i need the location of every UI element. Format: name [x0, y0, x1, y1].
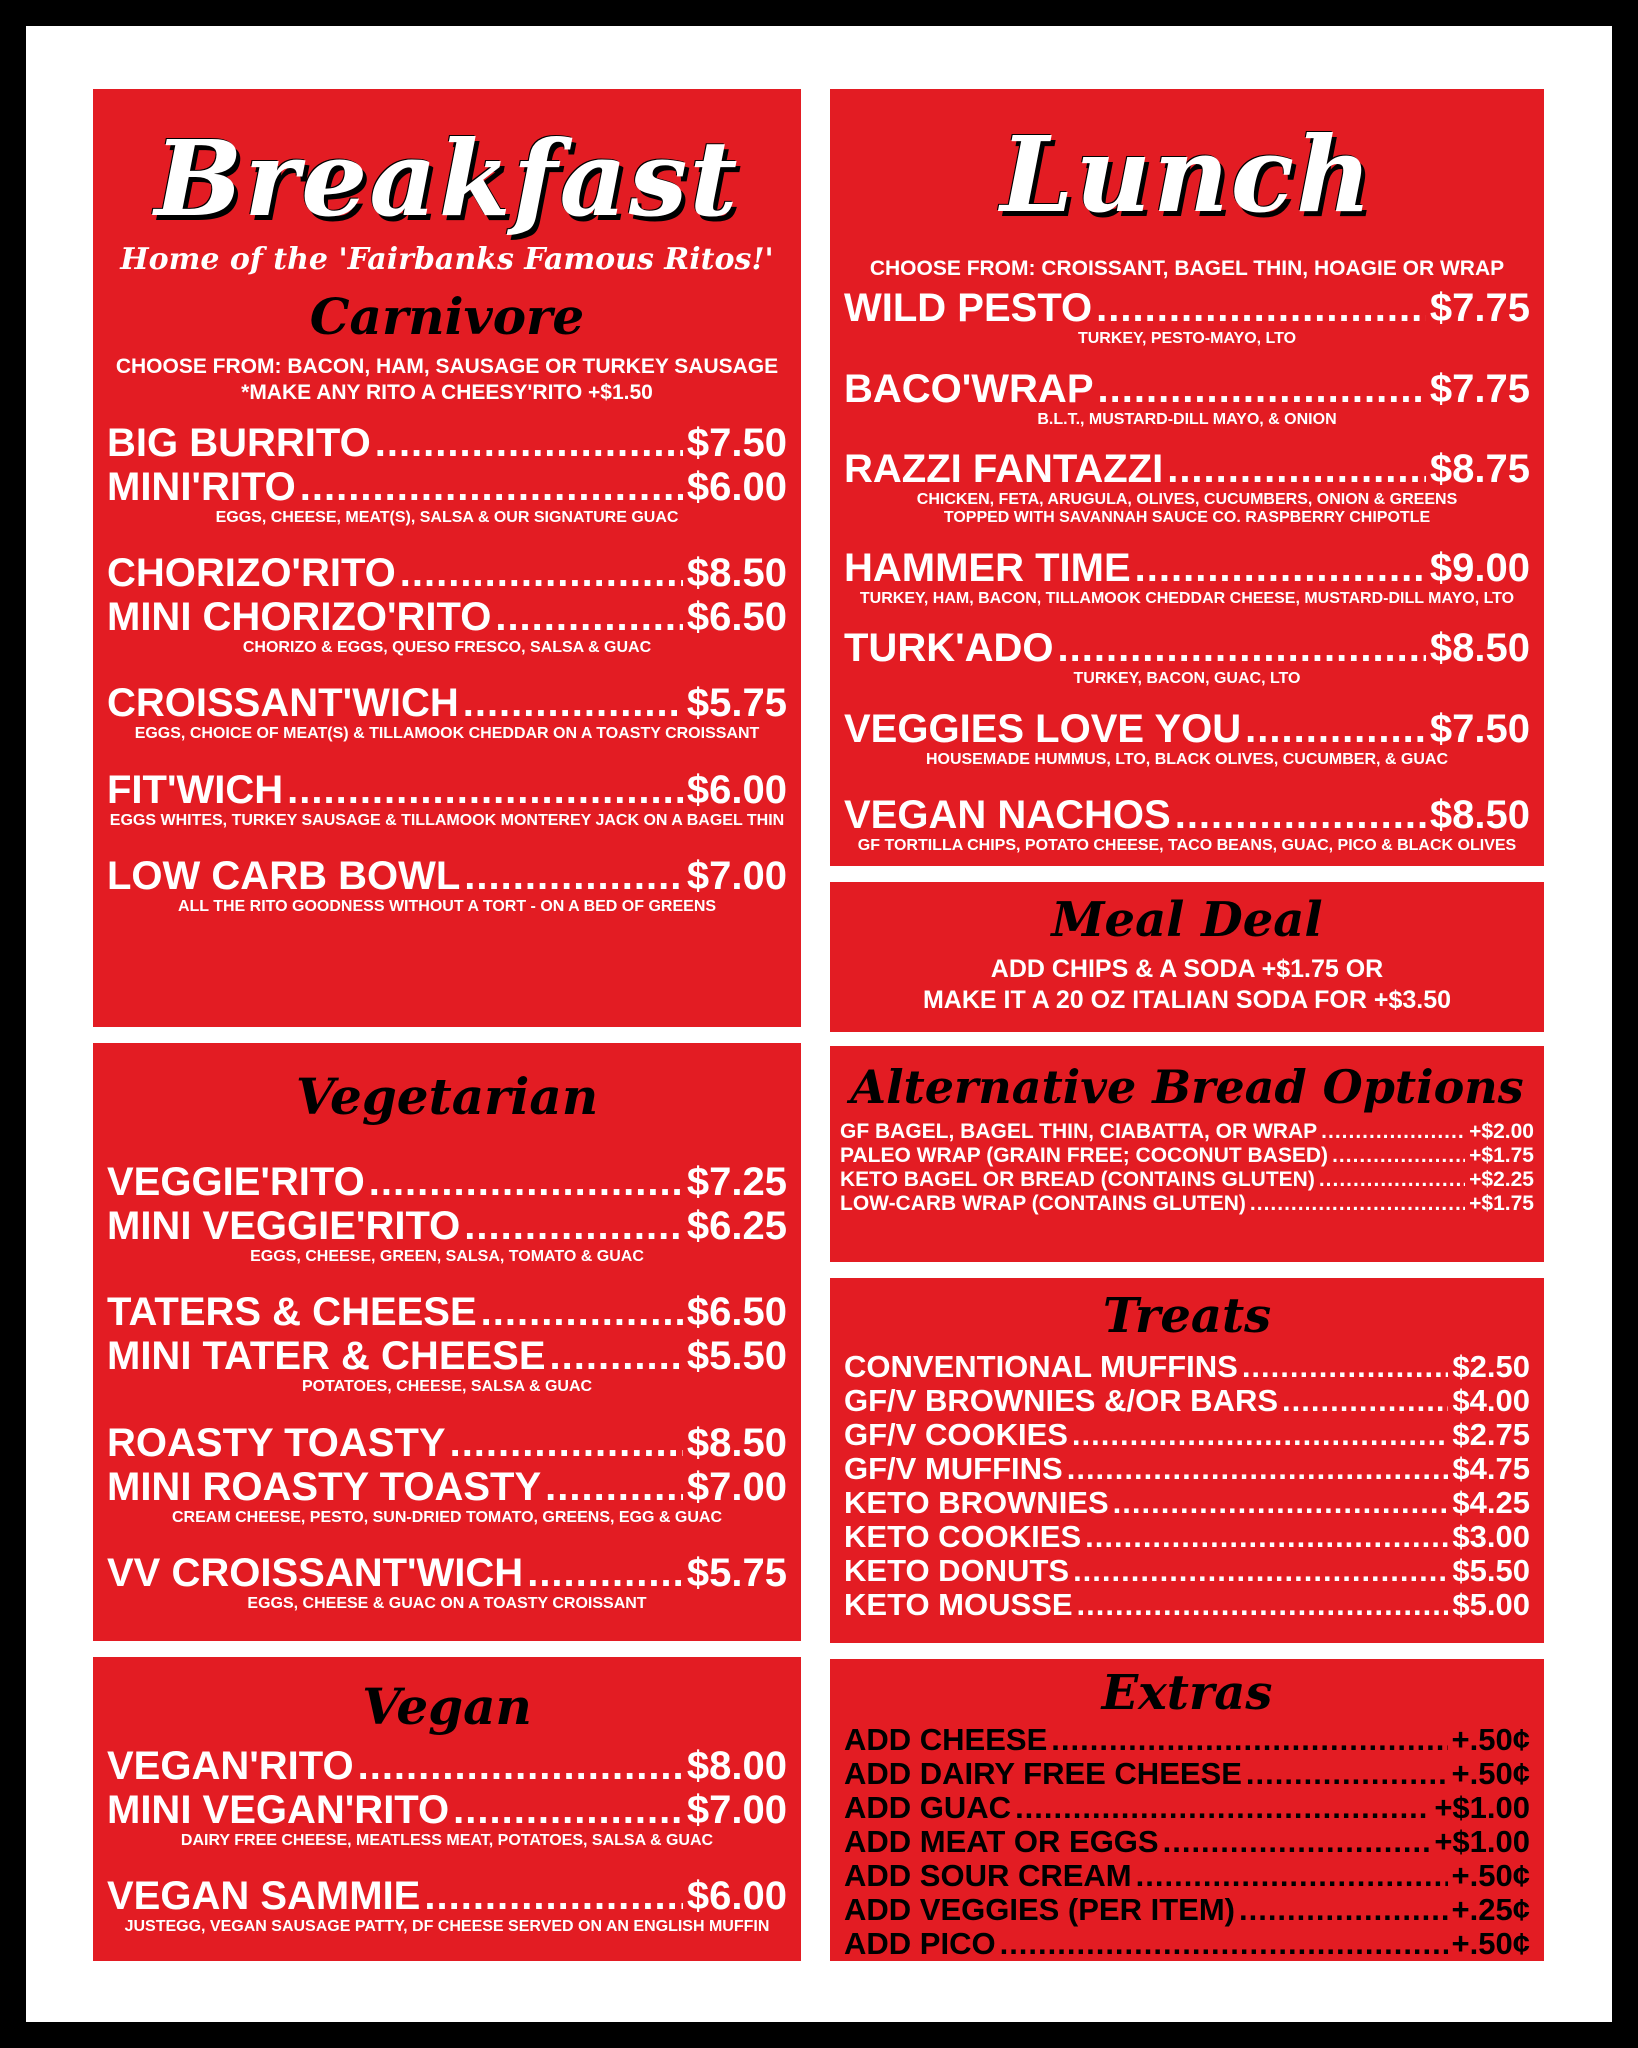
- item-description: EGGS, CHOICE OF MEAT(S) & TILLAMOOK CHEDDAR ON A TOASTY CROISSANT: [134, 725, 760, 743]
- menu-board: [26, 26, 1612, 2022]
- extra-item: ADD CHEESE ..... +.50¢: [844, 1723, 1530, 1757]
- vegetarian-panel: [93, 1043, 801, 1641]
- breakfast-tagline: Home of the 'Fairbanks Famous Ritos!': [120, 242, 774, 277]
- carnivore-note: *MAKE ANY RITO A CHEESY'RITO +$1.50: [241, 381, 653, 405]
- vegan-panel: [93, 1657, 801, 1961]
- alt-bread-heading: Alternative Bread Options: [850, 1060, 1524, 1114]
- item-description: TURKEY, HAM, BACON, TILLAMOOK CHEDDAR CHEESE, MUSTARD-DILL MAYO, LTO: [859, 589, 1515, 607]
- menu-item: FIT'WICH ..... $6.00: [107, 768, 787, 812]
- bread-option: LOW-CARB WRAP (CONTAINS GLUTEN) ..... +$1.75: [840, 1192, 1534, 1216]
- extra-item: ADD DAIRY FREE CHEESE ..... +.50¢: [844, 1757, 1530, 1791]
- item-description: POTATOES, CHEESE, SALSA & GUAC: [301, 1378, 593, 1396]
- menu-item: ROASTY TOASTY ..... $8.50: [107, 1421, 787, 1465]
- menu-item: VEGAN NACHOS ..... $8.50: [844, 793, 1530, 837]
- treat-item: KETO DONUTS ..... $5.50: [844, 1554, 1530, 1588]
- bread-option: PALEO WRAP (GRAIN FREE; COCONUT BASED) ..... +$1.75: [840, 1144, 1534, 1168]
- meal-deal-panel: [830, 882, 1544, 1032]
- menu-item: VEGAN'RITO ..... $8.00: [107, 1744, 787, 1788]
- extra-item: ADD PICO ..... +.50¢: [844, 1927, 1530, 1961]
- item-description: EGGS WHITES, TURKEY SAUSAGE & TILLAMOOK MONTEREY JACK ON A BAGEL THIN: [109, 811, 785, 829]
- alt-bread-panel: [830, 1046, 1544, 1262]
- menu-item: LOW CARB BOWL ..... $7.00: [107, 854, 787, 898]
- bread-option: GF BAGEL, BAGEL THIN, CIABATTA, OR WRAP ..... +$2.00: [840, 1120, 1534, 1144]
- extra-item: ADD GUAC ..... +$1.00: [844, 1791, 1530, 1825]
- item-description: EGGS, CHEESE, GREEN, SALSA, TOMATO & GUAC: [250, 1248, 644, 1265]
- meal-deal-line: MAKE IT A 20 OZ ITALIAN SODA FOR +$3.50: [922, 986, 1452, 1015]
- extra-item: ADD MEAT OR EGGS ..... +$1.00: [844, 1825, 1530, 1859]
- menu-item: TATERS & CHEESE ..... $6.50: [107, 1290, 787, 1334]
- lunch-panel: [830, 89, 1544, 866]
- bread-option: KETO BAGEL OR BREAD (CONTAINS GLUTEN) ..... +$2.25: [840, 1168, 1534, 1192]
- menu-item: TURK'ADO ..... $8.50: [844, 626, 1530, 670]
- menu-item: VEGGIE'RITO ..... $7.25: [107, 1160, 787, 1204]
- item-description: CREAM CHEESE, PESTO, SUN-DRIED TOMATO, GREENS, EGG & GUAC: [172, 1508, 722, 1526]
- item-description: TURKEY, BACON, GUAC, LTO: [1073, 670, 1301, 688]
- item-description: CHICKEN, FETA, ARUGULA, OLIVES, CUCUMBERS, ONION & GREENS: [916, 491, 1458, 509]
- lunch-note: CHOOSE FROM: CROISSANT, BAGEL THIN, HOAGIE OR WRAP: [869, 257, 1505, 280]
- menu-item: MINI VEGGIE'RITO ..... $6.25: [107, 1204, 787, 1248]
- item-description: EGGS, CHEESE & GUAC ON A TOASTY CROISSANT: [247, 1595, 647, 1613]
- treats-panel: [830, 1278, 1544, 1643]
- treats-heading: Treats: [1102, 1288, 1272, 1344]
- treat-item: KETO MOUSSE ..... $5.00: [844, 1588, 1530, 1622]
- item-description: B.L.T., MUSTARD-DILL MAYO, & ONION: [1037, 410, 1337, 428]
- menu-item: CHORIZO'RITO ..... $8.50: [107, 551, 787, 595]
- extras-panel: [830, 1659, 1544, 1961]
- item-description: ALL THE RITO GOODNESS WITHOUT A TORT - ON A BED OF GREENS: [177, 898, 717, 916]
- treat-item: GF/V BROWNIES &/OR BARS ..... $4.00: [844, 1384, 1530, 1418]
- extra-item: ADD VEGGIES (PER ITEM) ..... +.25¢: [844, 1893, 1530, 1927]
- item-description: CHORIZO & EGGS, QUESO FRESCO, SALSA & GUAC: [242, 638, 652, 656]
- item-description: TOPPED WITH SAVANNAH SAUCE CO. RASPBERRY CHIPOTLE: [943, 509, 1431, 527]
- menu-item: CROISSANT'WICH ..... $5.75: [107, 681, 787, 725]
- extra-item: ADD SOUR CREAM ..... +.50¢: [844, 1859, 1530, 1893]
- treat-item: KETO BROWNIES ..... $4.25: [844, 1486, 1530, 1520]
- vegan-heading: Vegan: [362, 1677, 532, 1736]
- menu-item: BACO'WRAP ..... $7.75: [844, 367, 1530, 411]
- item-description: HOUSEMADE HUMMUS, LTO, BLACK OLIVES, CUCUMBER, & GUAC: [925, 750, 1449, 768]
- item-description: DAIRY FREE CHEESE, MEATLESS MEAT, POTATOES, SALSA & GUAC: [180, 1832, 714, 1849]
- menu-item: MINI VEGAN'RITO ..... $7.00: [107, 1788, 787, 1832]
- breakfast-title: Breakfast: [154, 117, 740, 240]
- treat-item: KETO COOKIES ..... $3.00: [844, 1520, 1530, 1554]
- menu-item: WILD PESTO ..... $7.75: [844, 286, 1530, 330]
- extras-heading: Extras: [1101, 1665, 1273, 1721]
- carnivore-heading: Carnivore: [309, 287, 585, 346]
- menu-item: VEGAN SAMMIE ..... $6.00: [107, 1874, 787, 1918]
- menu-item: RAZZI FANTAZZI ..... $8.75: [844, 447, 1530, 491]
- menu-item: BIG BURRITO ..... $7.50: [107, 421, 787, 465]
- menu-item: MINI CHORIZO'RITO ..... $6.50: [107, 595, 787, 639]
- menu-item: MINI ROASTY TOASTY ..... $7.00: [107, 1465, 787, 1509]
- menu-item: VV CROISSANT'WICH ..... $5.75: [107, 1551, 787, 1595]
- treat-item: CONVENTIONAL MUFFINS ..... $2.50: [844, 1350, 1530, 1384]
- menu-item: VEGGIES LOVE YOU ..... $7.50: [844, 707, 1530, 751]
- menu-item: MINI'RITO ..... $6.00: [107, 465, 787, 509]
- menu-item: MINI TATER & CHEESE ..... $5.50: [107, 1334, 787, 1378]
- meal-deal-heading: Meal Deal: [1051, 892, 1323, 948]
- item-description: TURKEY, PESTO-MAYO, LTO: [1077, 330, 1297, 348]
- item-description: EGGS, CHEESE, MEAT(S), SALSA & OUR SIGNATURE GUAC: [215, 508, 679, 526]
- item-description: GF TORTILLA CHIPS, POTATO CHEESE, TACO BEANS, GUAC, PICO & BLACK OLIVES: [857, 836, 1517, 854]
- treat-item: GF/V COOKIES ..... $2.75: [844, 1418, 1530, 1452]
- treat-item: GF/V MUFFINS ..... $4.75: [844, 1452, 1530, 1486]
- menu-item: HAMMER TIME ..... $9.00: [844, 546, 1530, 590]
- carnivore-note: CHOOSE FROM: BACON, HAM, SAUSAGE OR TURKEY SAUSAGE: [115, 355, 779, 378]
- lunch-title: Lunch: [1000, 113, 1374, 236]
- vegetarian-heading: Vegetarian: [295, 1067, 599, 1126]
- breakfast-panel: [93, 89, 801, 1027]
- meal-deal-line: ADD CHIPS & A SODA +$1.75 OR: [990, 955, 1384, 983]
- item-description: JUSTEGG, VEGAN SAUSAGE PATTY, DF CHEESE SERVED ON AN ENGLISH MUFFIN: [124, 1918, 770, 1936]
